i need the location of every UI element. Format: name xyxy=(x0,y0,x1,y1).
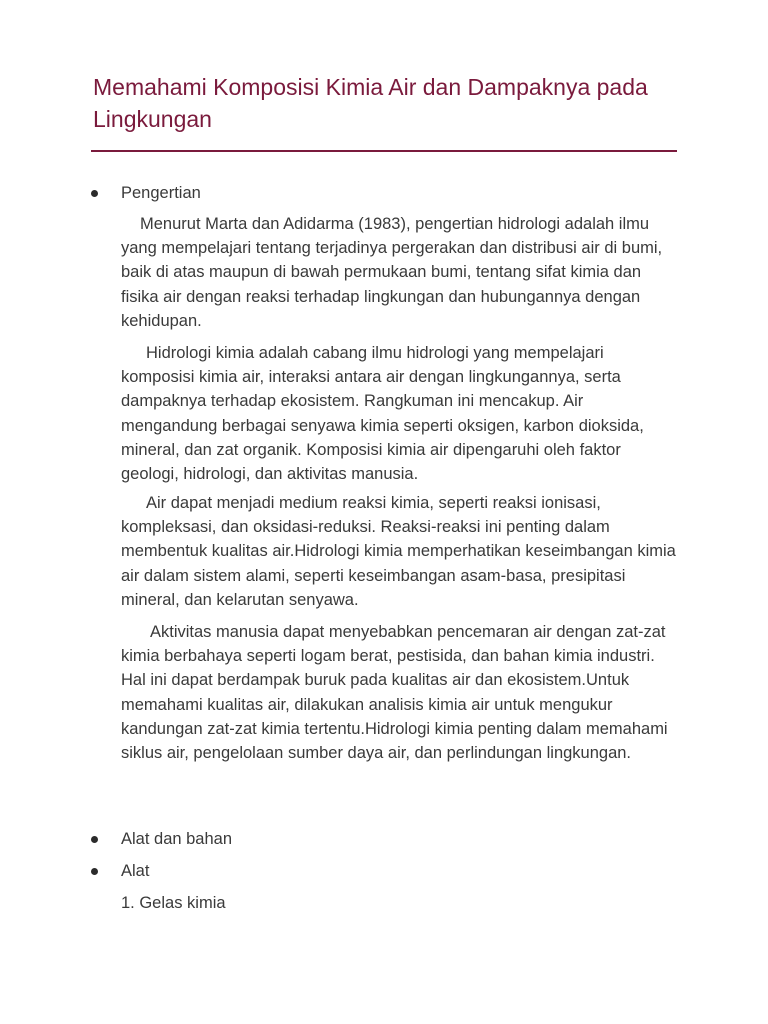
paragraph-2: Hidrologi kimia adalah cabang ilmu hidrologi yang mempelajari komposisi kimia air, interaksi antara air dengan lingkungannya, serta dampaknya terhadap ekosistem. Rangkuman ini mencakup. Air mengandung berbagai senyawa kimia seperti oksigen, karbon dioksida, mineral, dan zat organik. Komposisi kimia air dipengaruhi oleh faktor geologi, hidrologi, dan aktivitas manusia. xyxy=(121,344,644,484)
bullet-alat-label: Alat xyxy=(121,862,150,880)
paragraph-3: Air dapat menjadi medium reaksi kimia, seperti reaksi ionisasi, kompleksasi, dan oksidasi-reduksi. Reaksi-reaksi ini penting dalam membentuk kualitas air.Hidrologi kimia memperhatikan keseimbangan kimia air dalam sistem alami, seperti keseimbangan asam-basa, presipitasi mineral, dan kelarutan senyawa. xyxy=(121,494,676,609)
bullet-dot-icon xyxy=(91,190,98,197)
bullet-dot-icon xyxy=(91,868,98,875)
bullet-pengertian-label: Pengertian xyxy=(121,184,201,202)
list-item-gelas-kimia: 1. Gelas kimia xyxy=(121,894,226,912)
bullet-dot-icon xyxy=(91,836,98,843)
paragraph-4: Aktivitas manusia dapat menyebabkan pencemaran air dengan zat-zat kimia berbahaya seperti logam berat, pestisida, dan bahan kimia industri. Hal ini dapat berdampak buruk pada kualitas air dan ekosistem.Untuk memahami kualitas air, dilakukan analisis kimia air untuk mengukur kandungan zat-zat kimia tertentu.Hidrologi kimia penting dalam memahami siklus air, pengelolaan sumber daya air, dan perlindungan lingkungan. xyxy=(121,623,668,763)
document-title: Memahami Komposisi Kimia Air dan Dampaknya pada Lingkungan xyxy=(93,74,648,132)
title-divider xyxy=(91,150,677,152)
paragraph-1: Menurut Marta dan Adidarma (1983), pengertian hidrologi adalah ilmu yang mempelajari tentang terjadinya pergerakan dan distribusi air di bumi, baik di atas maupun di bawah permukaan bumi, tentang sifat kimia dan fisika air dengan reaksi terhadap lingkungan dan hubungannya dengan kehidupan. xyxy=(121,215,663,330)
bullet-alat-dan-bahan-label: Alat dan bahan xyxy=(121,830,233,848)
